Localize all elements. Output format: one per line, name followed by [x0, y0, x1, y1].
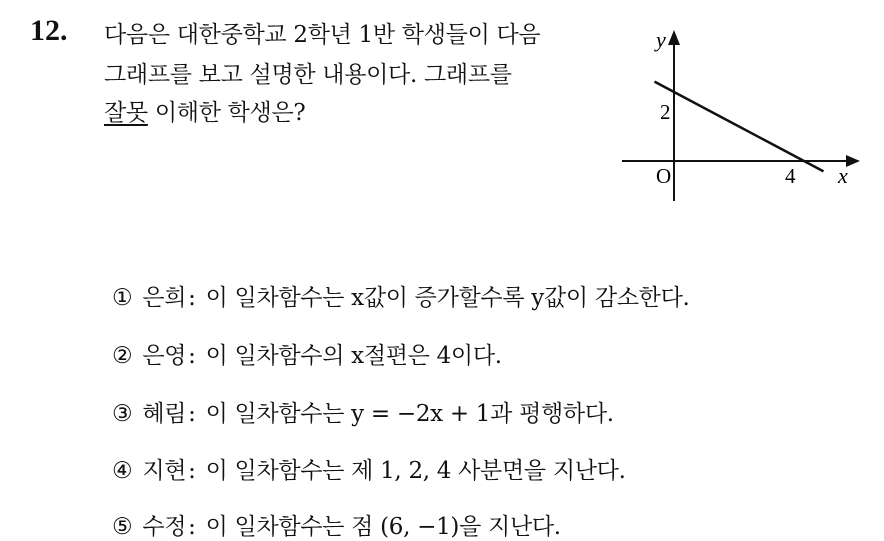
option-2-colon: :	[188, 343, 196, 369]
y-axis-arrow	[668, 30, 680, 45]
linear-function-graph	[612, 25, 864, 205]
option-3-colon: :	[188, 401, 196, 427]
option-5-mark: ⑤	[112, 514, 133, 540]
option-3-name: 혜림	[142, 401, 187, 427]
option-5-text: 이 일차함수는 점 (6, −1)을 지난다.	[205, 514, 561, 540]
option-5[interactable]	[112, 508, 561, 541]
option-2-name: 은영	[142, 343, 187, 369]
option-1[interactable]	[112, 279, 690, 312]
x-intercept-label: 4	[785, 164, 796, 188]
option-1-mark: ①	[112, 285, 133, 311]
option-2-text: 이 일차함수의 x절편은 4이다.	[205, 343, 502, 369]
function-line	[655, 82, 824, 172]
option-1-colon: :	[188, 285, 196, 311]
option-3[interactable]	[112, 395, 614, 428]
option-1-text: 이 일차함수는 x값이 증가할수록 y값이 감소한다.	[205, 285, 690, 311]
question-number: 12.	[30, 14, 68, 47]
question-line-3	[104, 94, 305, 127]
y-axis-label: y	[656, 27, 666, 52]
option-1-name: 은희	[142, 285, 187, 311]
question-line-2: 그래프를 보고 설명한 내용이다. 그래프를	[104, 62, 512, 88]
option-4-mark: ④	[112, 458, 133, 484]
origin-label: O	[656, 164, 672, 188]
option-5-name: 수정	[142, 514, 187, 540]
option-4[interactable]	[112, 452, 626, 485]
option-3-mark: ③	[112, 401, 133, 427]
option-4-text: 이 일차함수는 제 1, 2, 4 사분면을 지난다.	[205, 458, 626, 484]
x-axis-arrow	[846, 155, 860, 167]
question-line-3-rest: 이해한 학생은?	[147, 100, 306, 126]
option-4-colon: :	[188, 458, 196, 484]
option-2-mark: ②	[112, 343, 133, 369]
y-intercept-label: 2	[660, 100, 671, 124]
question-line-1: 다음은 대한중학교 2학년 1반 학생들이 다음	[104, 22, 541, 48]
option-3-text: 이 일차함수는 y = −2x + 1과 평행하다.	[205, 401, 614, 427]
option-4-name: 지현	[142, 458, 187, 484]
x-axis-label: x	[838, 163, 848, 188]
option-2[interactable]	[112, 337, 502, 370]
underlined-word: 잘못	[104, 100, 148, 126]
option-5-colon: :	[188, 514, 196, 540]
